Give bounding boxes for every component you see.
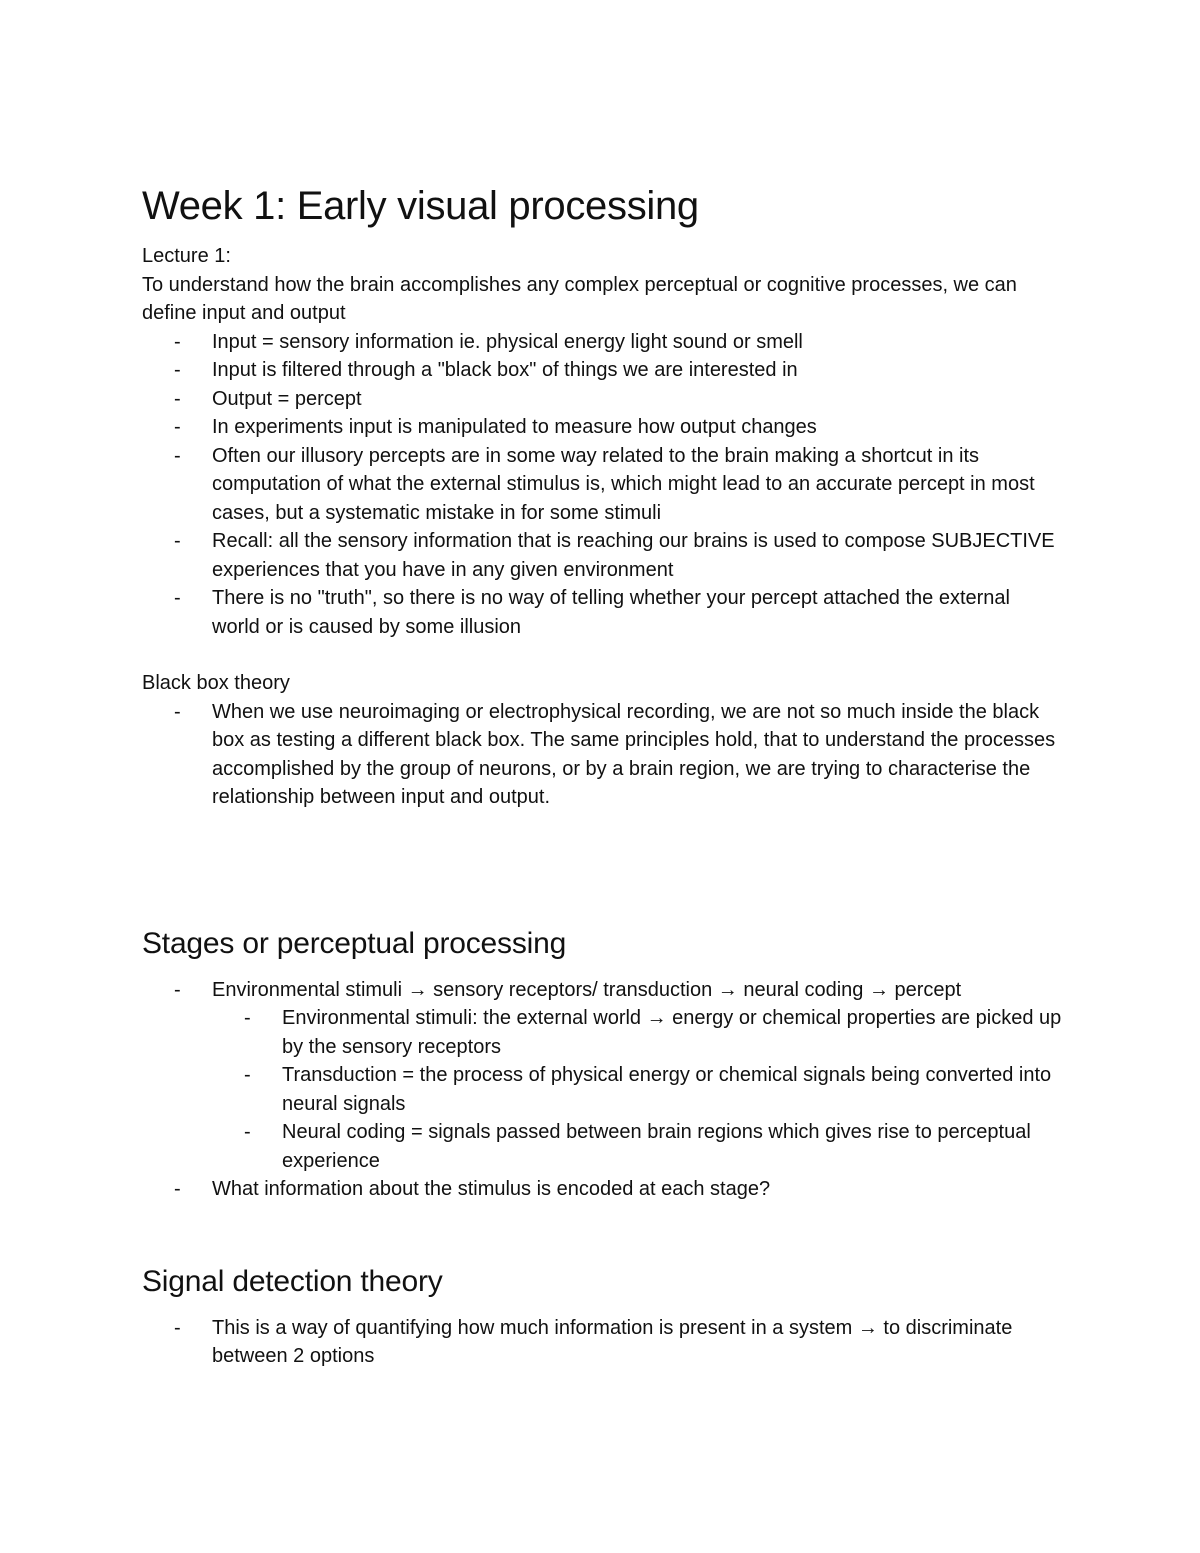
list-item — [142, 976, 1062, 1176]
list-item — [142, 527, 1062, 584]
list-item-text: What information about the stimulus is encoded at each stage? — [212, 1178, 771, 1200]
sub-list-item — [212, 1004, 1062, 1061]
list-item-text: Output = percept — [212, 387, 362, 410]
list-item-text: Input is filtered through a "black box" of things we are interested in — [212, 359, 798, 381]
list-item-text: Neural coding = signals passed between brain regions which gives rise to perceptual experience — [282, 1121, 1031, 1172]
stages-heading: Stages or perceptual processing — [142, 926, 567, 960]
dash-marker: - — [174, 416, 181, 438]
dash-marker: - — [174, 1178, 181, 1200]
list-item — [142, 698, 1062, 812]
dash-marker: - — [174, 387, 181, 410]
dash-marker: - — [174, 587, 181, 609]
list-item-text: Environmental stimuli: the external world → energy or chemical properties are picked up by the sensory receptors — [282, 1007, 1062, 1058]
spacer — [142, 1300, 1062, 1314]
dash-marker: - — [174, 444, 181, 467]
spacer — [142, 641, 1062, 669]
black-box-bullet-list — [142, 698, 1062, 812]
list-item-text: There is no "truth", so there is no way of telling whether your percept attached the external world or is caused by some illusion — [212, 587, 1010, 638]
sub-list-item — [212, 1118, 1062, 1175]
list-item-text: Input = sensory information ie. physical energy light sound or smell — [212, 330, 803, 353]
list-item-text: Environmental stimuli → sensory receptors/ transduction → neural coding → percept — [212, 978, 962, 1001]
dash-marker: - — [174, 330, 181, 353]
spacer — [142, 812, 1062, 926]
list-item-text: Often our illusory percepts are in some way related to the brain making a shortcut in its computation of what the external stimulus is, which might lead to an accurate percept in most cases, but a systematic mistake in for some stimuli — [212, 444, 1035, 524]
spacer — [142, 962, 1062, 976]
list-item — [142, 1314, 1062, 1371]
list-item-text: In experiments input is manipulated to measure how output changes — [212, 416, 817, 438]
list-item — [142, 584, 1062, 641]
dash-marker: - — [174, 1316, 181, 1339]
stages-sub-list — [212, 1004, 1062, 1175]
dash-marker: - — [244, 1007, 251, 1029]
list-item — [142, 442, 1062, 528]
list-item — [142, 328, 1062, 357]
list-item-text: Recall: all the sensory information that is reaching our brains is used to compose SUBJECTIVE experiences that you have in any given environment — [212, 530, 1055, 581]
sub-list-item — [212, 1061, 1062, 1118]
dash-marker: - — [244, 1121, 251, 1143]
spacer — [142, 1204, 1062, 1264]
intro-paragraph: To understand how the brain accomplishes any complex perceptual or cognitive processes, we can define input and output — [142, 273, 1017, 324]
page-title: Week 1: Early visual processing — [142, 184, 699, 228]
document-page — [142, 182, 1062, 1371]
list-item — [142, 385, 1062, 414]
intro-bullet-list — [142, 328, 1062, 642]
black-box-label: Black box theory — [142, 672, 290, 694]
dash-marker: - — [174, 359, 181, 381]
sdt-bullet-list — [142, 1314, 1062, 1371]
stages-bullet-list — [142, 976, 1062, 1204]
sdt-heading: Signal detection theory — [142, 1264, 443, 1298]
dash-marker: - — [174, 530, 181, 552]
list-item — [142, 413, 1062, 442]
list-item-text: Transduction = the process of physical energy or chemical signals being converted into neural signals — [282, 1064, 1052, 1115]
dash-marker: - — [174, 978, 181, 1001]
list-item-text: When we use neuroimaging or electrophysical recording, we are not so much inside the black box as testing a different black box. The same principles hold, that to understand the processes accomplished by the group of neurons, or by a brain region, we are trying to characterise the relationship between input and output. — [212, 700, 1056, 808]
list-item-text: This is a way of quantifying how much information is present in a system → to discriminate between 2 options — [212, 1316, 1013, 1367]
dash-marker: - — [174, 700, 181, 723]
lecture-label: Lecture 1: — [142, 245, 231, 267]
list-item — [142, 1175, 1062, 1204]
list-item — [142, 356, 1062, 385]
dash-marker: - — [244, 1064, 251, 1086]
